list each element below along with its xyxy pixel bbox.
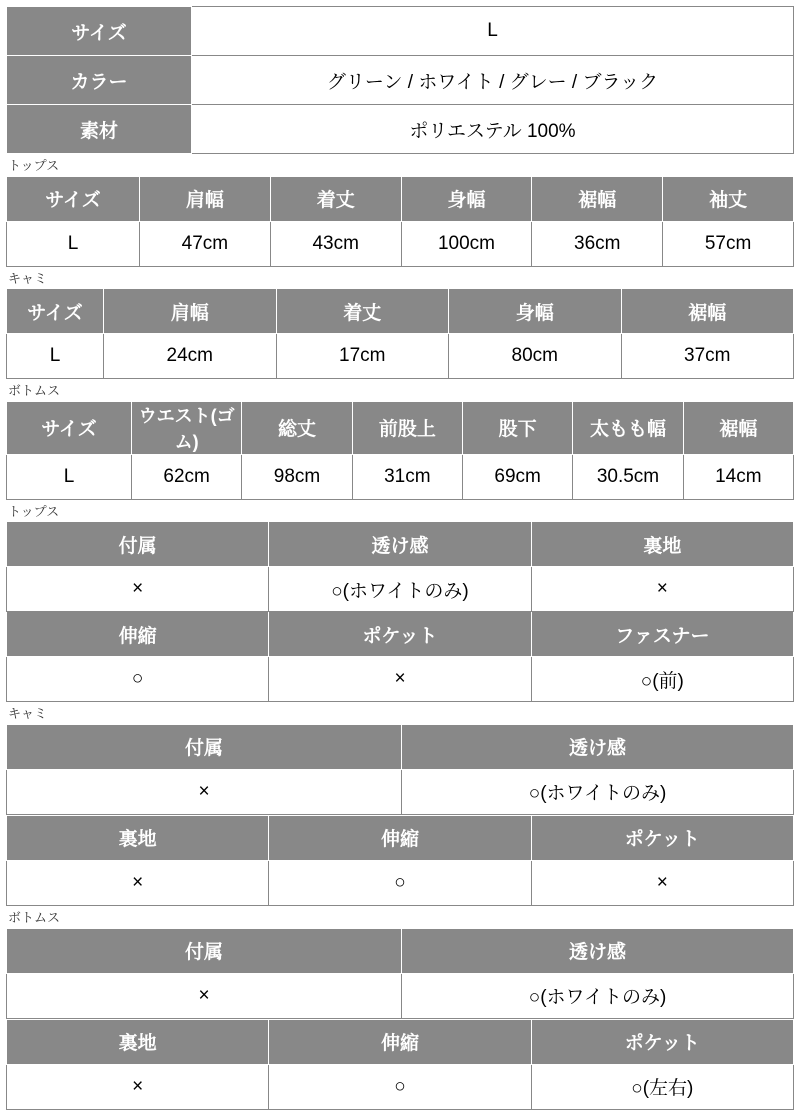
table-row — [7, 1064, 794, 1109]
table-row — [7, 7, 794, 56]
table-cell: 80cm — [449, 334, 622, 379]
col-header: 透け感 — [402, 724, 794, 769]
table-cell: ○ — [269, 860, 531, 905]
col-header: 伸縮 — [7, 612, 269, 657]
col-header: サイズ — [7, 401, 132, 454]
table-cell: 17cm — [276, 334, 449, 379]
table-cell: 69cm — [462, 454, 572, 499]
col-header: 裾幅 — [532, 176, 663, 221]
col-header: 着丈 — [276, 289, 449, 334]
col-header: 透け感 — [269, 522, 531, 567]
section-label-cami-attr: キャミ — [8, 706, 48, 722]
table-row — [7, 454, 794, 499]
col-header: 肩幅 — [140, 176, 271, 221]
table-cell: L — [7, 221, 140, 266]
col-header: 身幅 — [401, 176, 532, 221]
table-cell: × — [269, 657, 531, 702]
table-row — [7, 522, 794, 567]
table-cell: 30.5cm — [573, 454, 683, 499]
table-cell: ○(ホワイトのみ) — [402, 973, 794, 1018]
spec-value-color: グリーン / ホワイト / グレー / ブラック — [192, 56, 794, 105]
col-header: 付属 — [7, 928, 402, 973]
col-header: 付属 — [7, 724, 402, 769]
section-label-cami-measure: キャミ — [8, 270, 48, 286]
attr-table-cami-2 — [6, 815, 794, 906]
table-cell: ○(ホワイトのみ) — [402, 769, 794, 814]
spec-label-material: 素材 — [7, 105, 192, 154]
col-header: 裏地 — [531, 522, 793, 567]
table-cell: 36cm — [532, 221, 663, 266]
spec-table-wrap — [6, 6, 794, 154]
col-header: ポケット — [269, 612, 531, 657]
col-header: 裾幅 — [621, 289, 794, 334]
table-cell: × — [7, 567, 269, 612]
col-header: 伸縮 — [269, 815, 531, 860]
table-row — [7, 612, 794, 657]
table-row — [7, 815, 794, 860]
col-header: 股下 — [462, 401, 572, 454]
table-cell: 47cm — [140, 221, 271, 266]
table-cell: L — [7, 334, 104, 379]
col-header: ウエスト(ゴム) — [132, 401, 242, 454]
section-label-tops-measure: トップス — [8, 158, 60, 173]
measure-table-bottoms — [6, 401, 794, 500]
col-header: 付属 — [7, 522, 269, 567]
section-label-bottoms-measure: ボトムス — [8, 383, 61, 399]
attr-table-bottoms — [6, 928, 794, 1019]
col-header: 総丈 — [242, 401, 352, 454]
table-cell: ○(ホワイトのみ) — [269, 567, 531, 612]
table-cell: ○ — [269, 1064, 531, 1109]
spec-value-size: L — [192, 7, 794, 56]
table-row — [7, 567, 794, 612]
col-header: 袖丈 — [663, 176, 794, 221]
spec-value-material: ポリエステル 100% — [192, 105, 794, 154]
table-row — [7, 1019, 794, 1064]
table-cell: × — [7, 860, 269, 905]
col-header: ファスナー — [531, 612, 793, 657]
table-cell: 14cm — [683, 454, 793, 499]
col-header: 伸縮 — [269, 1019, 531, 1064]
table-cell: × — [7, 769, 402, 814]
table-row — [7, 860, 794, 905]
table-row — [7, 724, 794, 769]
col-header: 裾幅 — [683, 401, 793, 454]
table-cell: × — [531, 860, 793, 905]
table-cell: 62cm — [132, 454, 242, 499]
col-header: 前股上 — [352, 401, 462, 454]
table-cell: ○ — [7, 657, 269, 702]
col-header: ポケット — [531, 1019, 793, 1064]
attr-table-tops — [6, 521, 794, 702]
attr-table-cami — [6, 724, 794, 815]
table-row — [7, 176, 794, 221]
col-header: サイズ — [7, 289, 104, 334]
col-header: 透け感 — [402, 928, 794, 973]
table-cell: 24cm — [104, 334, 277, 379]
col-header: 身幅 — [449, 289, 622, 334]
table-row — [7, 56, 794, 105]
table-row — [7, 657, 794, 702]
table-row — [7, 334, 794, 379]
col-header: 着丈 — [270, 176, 401, 221]
table-cell: 37cm — [621, 334, 794, 379]
col-header: 肩幅 — [104, 289, 277, 334]
table-row — [7, 221, 794, 266]
col-header: 裏地 — [7, 1019, 269, 1064]
section-label-bottoms-attr: ボトムス — [8, 909, 61, 925]
table-cell: ○(前) — [531, 657, 793, 702]
spec-label-size: サイズ — [7, 7, 192, 56]
measure-table-cami — [6, 288, 794, 379]
table-cell: ○(左右) — [531, 1064, 793, 1109]
table-row — [7, 928, 794, 973]
table-cell: 98cm — [242, 454, 352, 499]
table-cell: × — [7, 1064, 269, 1109]
table-cell: 43cm — [270, 221, 401, 266]
measure-table-tops — [6, 176, 794, 267]
spec-table — [6, 6, 794, 154]
table-cell: L — [7, 454, 132, 499]
spec-label-color: カラー — [7, 56, 192, 105]
col-header: 太もも幅 — [573, 401, 683, 454]
attr-table-bottoms-2 — [6, 1019, 794, 1110]
col-header: 裏地 — [7, 815, 269, 860]
table-cell: 31cm — [352, 454, 462, 499]
section-label-tops-attr: トップス — [8, 503, 60, 519]
table-row — [7, 289, 794, 334]
table-row — [7, 769, 794, 814]
col-header: サイズ — [7, 176, 140, 221]
table-row — [7, 105, 794, 154]
table-row — [7, 401, 794, 454]
table-row — [7, 973, 794, 1018]
col-header: ポケット — [531, 815, 793, 860]
table-cell: × — [531, 567, 793, 612]
table-cell: 100cm — [401, 221, 532, 266]
table-cell: × — [7, 973, 402, 1018]
table-cell: 57cm — [663, 221, 794, 266]
